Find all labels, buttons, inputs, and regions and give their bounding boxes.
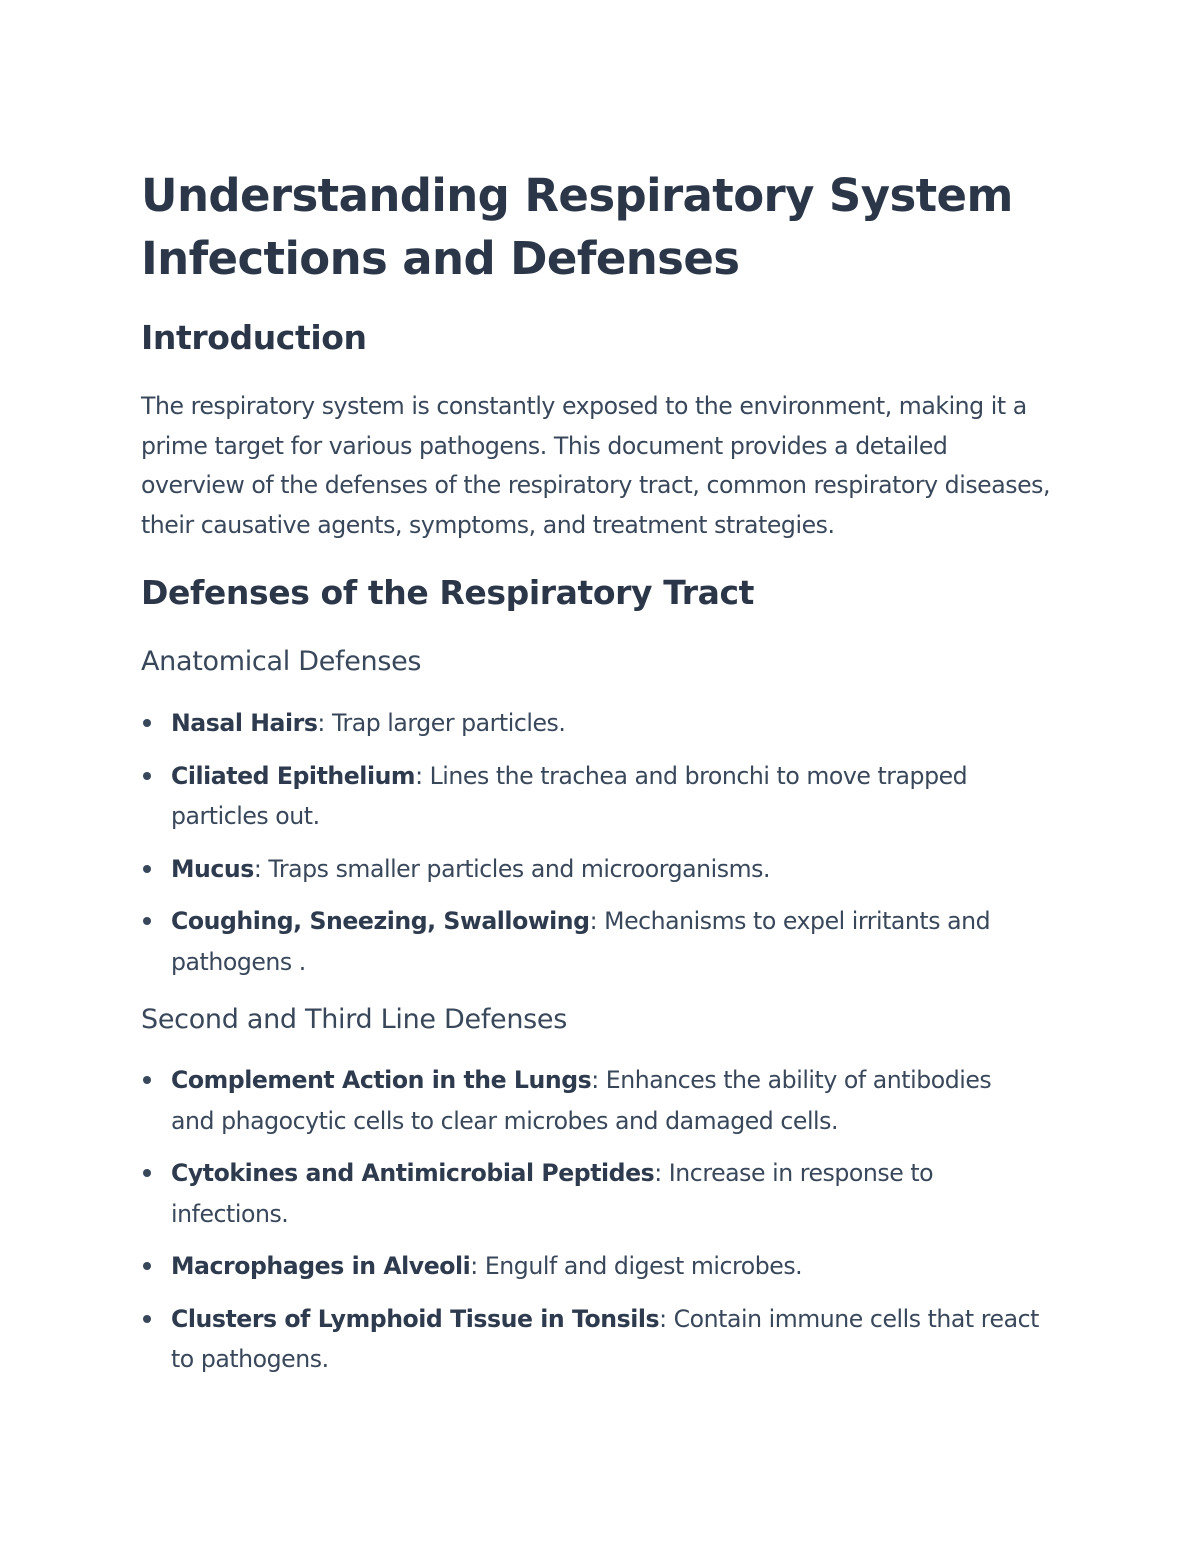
list-item — [141, 901, 1041, 982]
list-item — [141, 1299, 1041, 1380]
list-item-term: Coughing, Sneezing, Swallowing — [171, 907, 590, 935]
list-item — [141, 849, 1041, 890]
bullet-icon — [143, 865, 151, 873]
list-item-term: Ciliated Epithelium — [171, 761, 416, 790]
document-title: Understanding Respiratory System Infections and Defenses — [141, 169, 1013, 285]
anatomical-defenses-list — [141, 703, 1041, 982]
second-third-defenses-heading: Second and Third Line Defenses — [141, 1004, 568, 1035]
list-item — [141, 1246, 1041, 1287]
list-item-description: : Mechanisms to expel irritants and pathogens . — [171, 907, 991, 976]
bullet-icon — [143, 719, 151, 727]
list-item — [141, 1060, 1041, 1141]
list-item-term: Complement Action in the Lungs — [171, 1066, 592, 1094]
list-item-term: Nasal Hairs — [171, 709, 318, 737]
list-item-term: Cytokines and Antimicrobial Peptides — [171, 1159, 655, 1187]
list-item — [141, 1153, 1041, 1234]
list-item-description: : Enhances the ability of antibodies and phagocytic cells to clear microbes and damaged cells. — [171, 1066, 992, 1135]
list-item-description: : Contain immune cells that react to pathogens. — [171, 1304, 1039, 1373]
introduction-paragraph: The respiratory system is constantly exposed to the environment, making it a prime target for various pathogens. This document provides a detailed overview of the defenses of the respiratory tract, common respiratory diseases, their causative agents, symptoms, and treatment strategies. — [141, 392, 1051, 539]
defenses-heading: Defenses of the Respiratory Tract — [141, 573, 755, 612]
list-item — [141, 703, 1041, 744]
list-item-term: Macrophages in Alveoli — [171, 1252, 471, 1280]
bullet-icon — [143, 772, 151, 780]
anatomical-defenses-heading: Anatomical Defenses — [141, 646, 422, 677]
introduction-heading: Introduction — [141, 318, 367, 357]
list-item-term: Mucus — [171, 854, 254, 883]
bullet-icon — [143, 1076, 151, 1084]
list-item-description: : Lines the trachea and bronchi to move trapped particles out. — [171, 761, 968, 830]
list-item — [141, 756, 1041, 837]
list-item-description: : Traps smaller particles and microorganisms. — [253, 854, 771, 883]
bullet-icon — [143, 1262, 151, 1270]
list-item-term: Clusters of Lymphoid Tissue in Tonsils — [171, 1304, 660, 1333]
bullet-icon — [143, 1169, 151, 1177]
list-item-description: : Trap larger particles. — [317, 709, 566, 737]
bullet-icon — [143, 917, 151, 925]
second-third-defenses-list — [141, 1060, 1041, 1380]
list-item-description: : Engulf and digest microbes. — [470, 1252, 803, 1280]
list-item-description: : Increase in response to infections. — [171, 1159, 934, 1228]
bullet-icon — [143, 1315, 151, 1323]
